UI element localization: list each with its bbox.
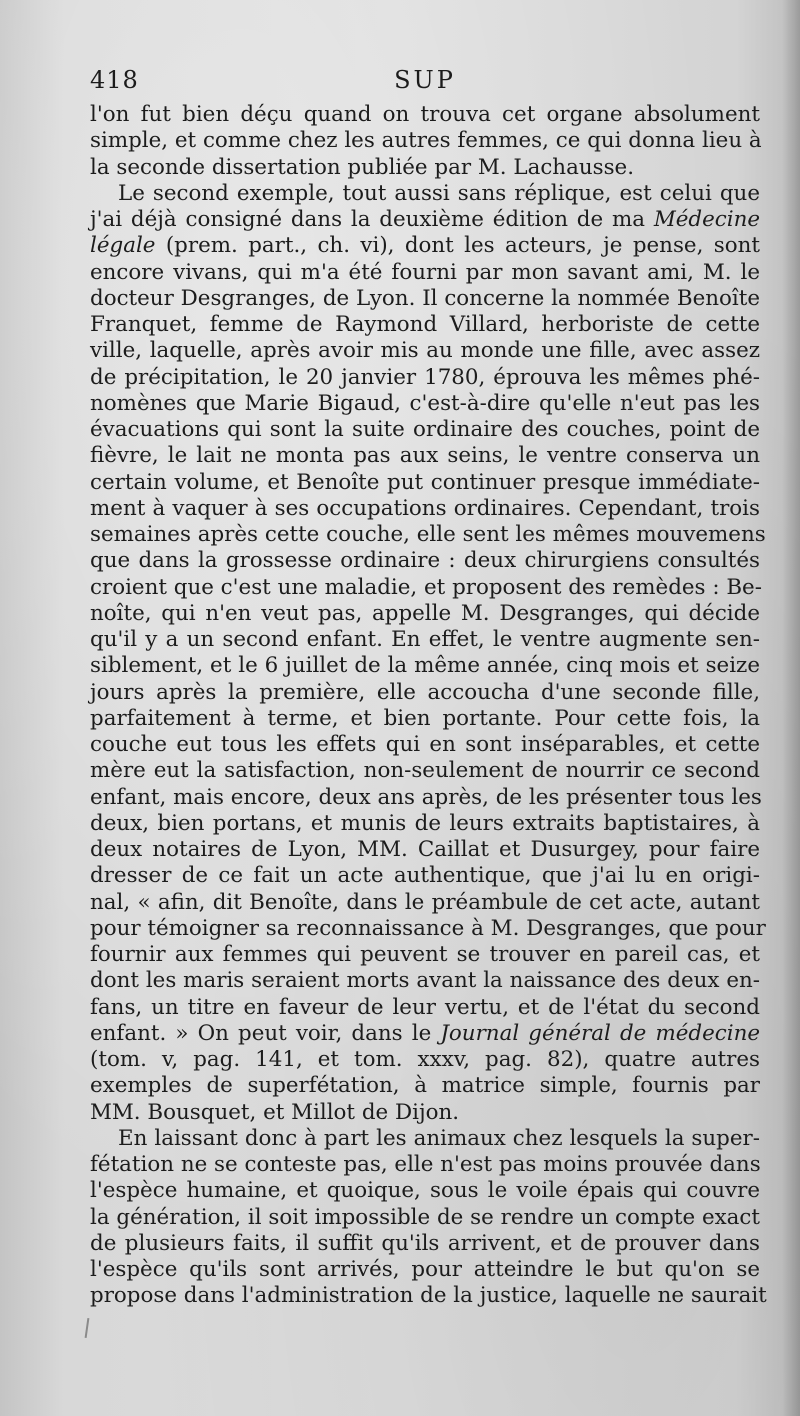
text-segment: j'ai déjà consigné dans la deuxième édition de ma — [90, 207, 654, 232]
running-head: SUP — [394, 66, 456, 94]
page-edge-shadow — [782, 0, 800, 1416]
text-line: Le second exemple, tout aussi sans réplique, est celui que — [118, 180, 760, 206]
text-line — [90, 233, 760, 259]
text-line: ville, laquelle, après avoir mis au monde une fille, avec assez — [90, 338, 760, 364]
text-line: certain volume, et Benoîte put continuer presque immédiate- — [90, 469, 760, 495]
text-line: propose dans l'administration de la justice, laquelle ne saurait — [90, 1283, 767, 1309]
text-line: évacuations qui sont la suite ordinaire des couches, point de — [90, 417, 760, 442]
text-line: exemples de superfétation, à matrice simple, fournis par — [90, 1073, 760, 1099]
ink-mark — [85, 1318, 90, 1338]
text-line: qu'il y a un second enfant. En effet, le ventre augmente sen- — [90, 627, 760, 652]
text-line: que dans la grossesse ordinaire : deux chirurgiens consultés — [90, 548, 760, 574]
page-number: 418 — [90, 66, 139, 94]
text-line: mère eut la satisfaction, non-seulement de nourrir ce second — [90, 758, 760, 784]
text-line — [90, 207, 760, 233]
text-line: l'on fut bien déçu quand on trouva cet organe absolument — [90, 102, 760, 127]
text-line: la seconde dissertation publiée par M. Lachausse. — [90, 154, 635, 180]
text-line: docteur Desgranges, de Lyon. Il concerne la nommée Benoîte — [90, 285, 760, 311]
text-line: (tom. v, pag. 141, et tom. xxxv, pag. 82), quatre autres — [90, 1047, 760, 1072]
italic-title: Journal général de médecine — [440, 1020, 761, 1046]
text-line: l'espèce qu'ils sont arrivés, pour atteindre le but qu'on se — [90, 1257, 760, 1282]
text-line: fièvre, le lait ne monta pas aux seins, le ventre conserva un — [90, 443, 760, 469]
text-line: de plusieurs faits, il suffit qu'ils arrivent, et de prouver dans — [90, 1230, 760, 1256]
text-line: siblement, et le 6 juillet de la même année, cinq mois et seize — [90, 653, 760, 679]
text-line: MM. Bousquet, et Millot de Dijon. — [90, 1099, 460, 1125]
text-line: jours après la première, elle accoucha d'une seconde fille, — [90, 679, 760, 705]
text-line: simple, et comme chez les autres femmes, ce qui donna lieu à — [90, 128, 762, 154]
text-line: parfaitement à terme, et bien portante. Pour cette fois, la — [90, 705, 760, 731]
text-line: l'espèce humaine, et quoique, sous le voile épais qui couvre — [90, 1178, 760, 1204]
text-segment: enfant. » On peut voir, dans le — [90, 1020, 441, 1046]
text-line: couche eut tous les effets qui en sont inséparables, et cette — [90, 732, 760, 757]
text-segment: (prem. part., ch. vi), dont les acteurs, je pense, sont — [155, 233, 760, 259]
text-line: pour témoigner sa reconnaissance à M. Desgranges, que pour — [90, 915, 766, 941]
text-line: la génération, il soit impossible de se rendre un compte exact — [90, 1204, 760, 1230]
text-line: nal, « afin, dit Benoîte, dans le préambule de cet acte, autant — [90, 889, 760, 915]
text-line: croient que c'est une maladie, et proposent des remèdes : Be- — [90, 574, 762, 600]
text-line: deux notaires de Lyon, MM. Caillat et Dusurgey, pour faire — [90, 837, 760, 862]
page-header — [90, 66, 760, 106]
text-line: fétation ne se conteste pas, elle n'est pas moins prouvée dans — [90, 1152, 761, 1177]
italic-title: Médecine — [653, 207, 760, 232]
text-line: dresser de ce fait un acte authentique, que j'ai lu en origi- — [90, 863, 760, 889]
text-line: Franquet, femme de Raymond Villard, herboriste de cette — [90, 312, 760, 337]
text-line: noîte, qui n'en veut pas, appelle M. Desgranges, qui décide — [90, 600, 760, 626]
text-line — [90, 1021, 760, 1047]
text-line: nomènes que Marie Bigaud, c'est-à-dire qu'elle n'eut pas les — [90, 390, 760, 416]
italic-title: légale — [90, 233, 156, 259]
text-line: En laissant donc à part les animaux chez lesquels la super- — [118, 1125, 760, 1151]
text-line: fournir aux femmes qui peuvent se trouver en pareil cas, et — [90, 942, 760, 967]
text-line: encore vivans, qui m'a été fourni par mon savant ami, M. le — [90, 259, 760, 285]
body-text — [90, 102, 767, 1310]
text-line: semaines après cette couche, elle sent les mêmes mouvemens — [90, 522, 766, 547]
text-line: ment à vaquer à ses occupations ordinaires. Cependant, trois — [90, 495, 760, 521]
text-line: enfant, mais encore, deux ans après, de les présenter tous les — [90, 784, 762, 810]
text-line: dont les maris seraient morts avant la naissance des deux en- — [90, 968, 760, 994]
text-line: fans, un titre en faveur de leur vertu, et de l'état du second — [90, 994, 760, 1020]
text-line: de précipitation, le 20 janvier 1780, éprouva les mêmes phé- — [90, 364, 760, 390]
text-line: deux, bien portans, et munis de leurs extraits baptistaires, à — [90, 810, 760, 836]
